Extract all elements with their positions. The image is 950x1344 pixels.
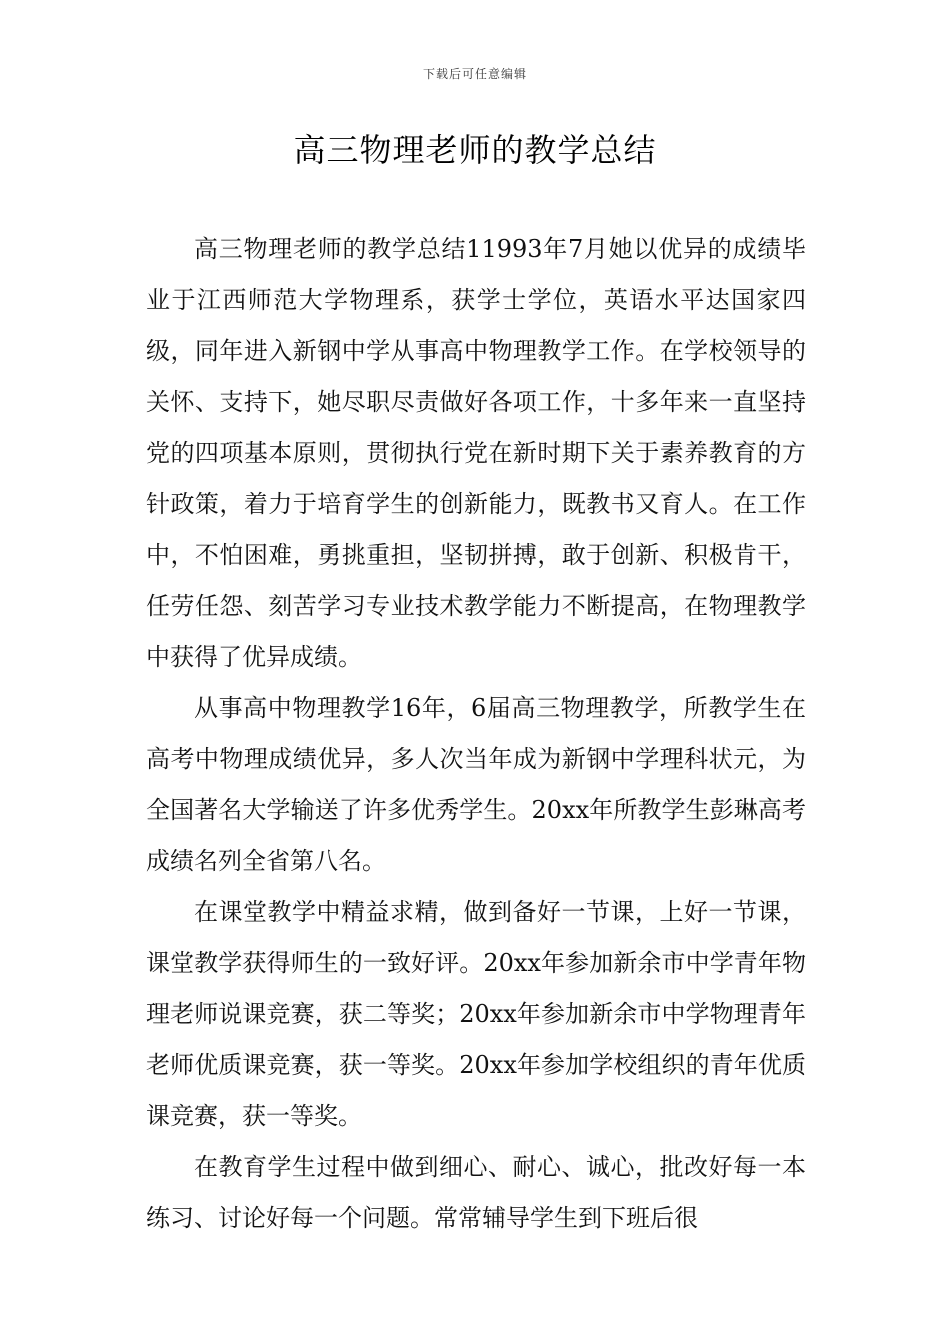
paragraph: 在教育学生过程中做到细心、耐心、诚心，批改好每一本练习、讨论好每一个问题。常常辅导学生到下班后很 bbox=[146, 1153, 806, 1232]
paragraph: 在课堂教学中精益求精，做到备好一节课，上好一节课，课堂教学获得师生的一致好评。20xx年参加新余市中学青年物理老师说课竞赛，获二等奖；20xx年参加新余市中学物理青年老师优质课竞赛，获一等奖。20xx年参加学校组织的青年优质课竞赛，获一等奖。 bbox=[146, 898, 806, 1130]
document-title: 高三物理老师的教学总结 bbox=[293, 131, 657, 169]
header-note: 下载后可任意编辑 bbox=[422, 67, 527, 81]
paragraph: 从事高中物理教学16年，6届高三物理教学，所教学生在高考中物理成绩优异，多人次当年成为新钢中学理科状元，为全国著名大学输送了许多优秀学生。20xx年所教学生彭琳高考成绩名列全省第八名。 bbox=[146, 694, 806, 875]
paragraph: 高三物理老师的教学总结11993年7月她以优异的成绩毕业于江西师范大学物理系，获学士学位，英语水平达国家四级，同年进入新钢中学从事高中物理教学工作。在学校领导的关怀、支持下，她尽职尽责做好各项工作，十多年来一直坚持党的四项基本原则，贯彻执行党在新时期下关于素养教育的方针政策，着力于培育学生的创新能力，既教书又育人。在工作中，不怕困难，勇挑重担，坚韧拼搏，敢于创新、积极肯干，任劳任怨、刻苦学习专业技术教学能力不断提高，在物理教学中获得了优异成绩。 bbox=[146, 235, 806, 671]
document-body bbox=[146, 224, 806, 1244]
